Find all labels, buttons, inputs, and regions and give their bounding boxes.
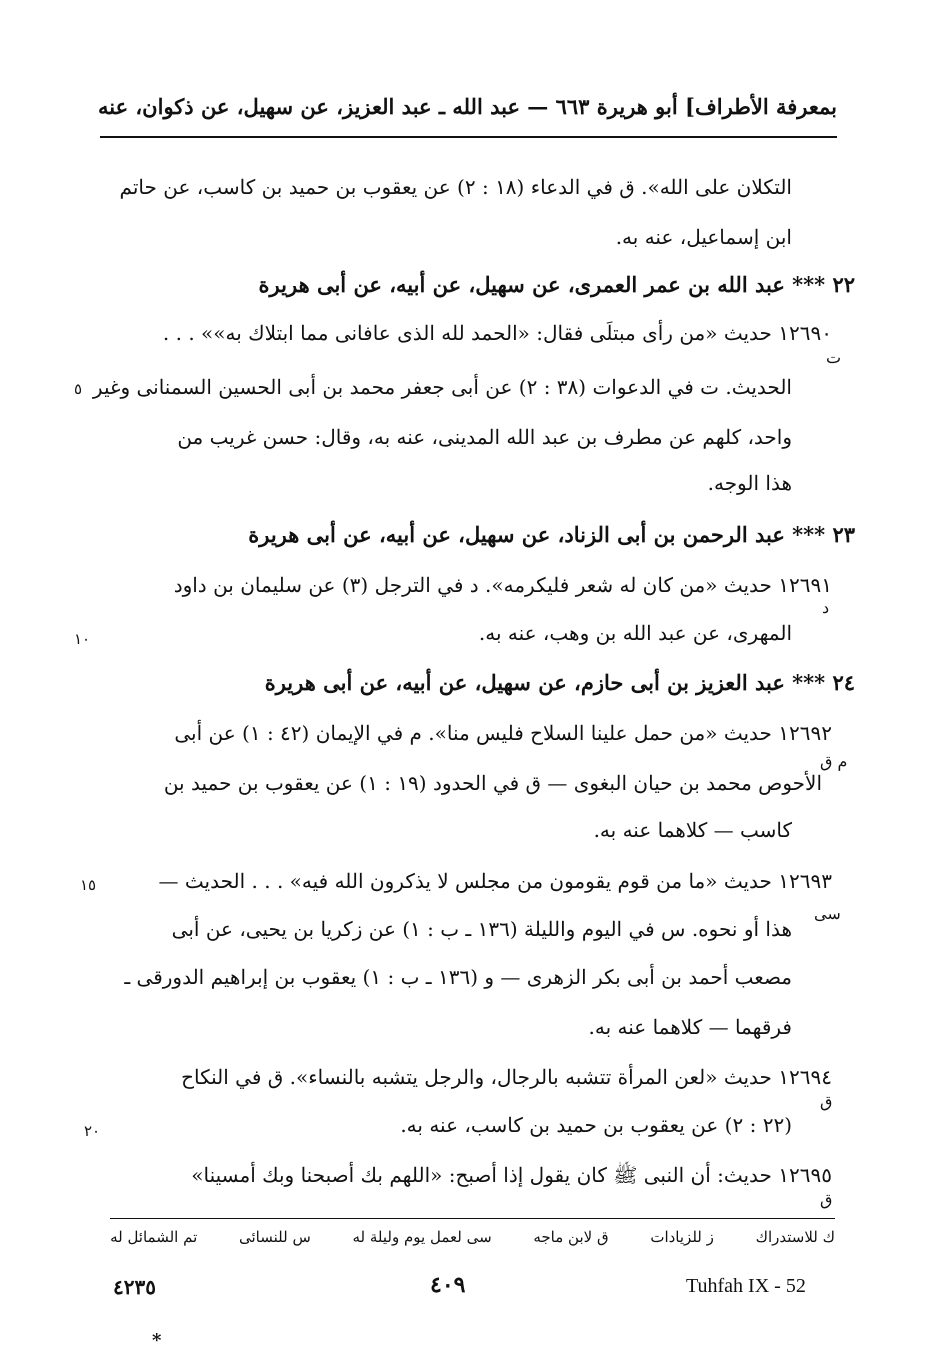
text-line: هذا الوجه. xyxy=(707,471,792,495)
text-line: هذا أو نحوه. س في اليوم والليلة (١٣٦ ـ ب : ١) عن زكريا بن يحيى، عن أبى xyxy=(171,917,792,941)
text-line: (٢٢ : ٢) عن يعقوب بن حميد بن كاسب، عنه به. xyxy=(400,1113,792,1137)
hadith-12691: ١٢٦٩١ حديث «من كان له شعر فليكرمه». د في الترجل (٣) عن سليمان بن داود xyxy=(173,573,832,597)
running-header: بمعرفة الأطراف] أبو هريرة ٦٦٣ — عبد الله ـ عبد العزيز، عن سهيل، عن ذكوان، عنه xyxy=(97,94,837,119)
text-line: التكلان على الله». ق في الدعاء (١٨ : ٢) عن يعقوب بن حميد بن كاسب، عن حاتم xyxy=(119,175,792,199)
header-rule xyxy=(100,136,837,138)
text-line: واحد، كلهم عن مطرف بن عبد الله المدينى، عنه به، وقال: حسن غريب من xyxy=(177,425,792,449)
section-heading-22: ٢٢ *** عبد الله بن عمر العمرى، عن سهيل، عن أبيه، عن أبى هريرة xyxy=(258,272,855,297)
text-line: الأحوص محمد بن حيان البغوى — ق في الحدود (١٩ : ١) عن يعقوب بن حميد بن xyxy=(163,771,822,795)
text-line: المهرى، عن عبد الله بن وهب، عنه به. xyxy=(478,621,792,645)
abbreviation-key xyxy=(110,1228,835,1246)
abbreviation-item: ك للاستدراك xyxy=(755,1228,835,1246)
text-line: مصعب أحمد بن أبى بكر الزهرى — و (١٣٦ ـ ب : ١) يعقوب بن إبراهيم الدورقى ـ xyxy=(124,965,792,989)
volume-signature: Tuhfah IX - 52 xyxy=(686,1275,806,1297)
text-line: كاسب — كلاهما عنه به. xyxy=(593,818,792,842)
siglum: سى xyxy=(814,904,841,923)
margin-line-number: ٥ xyxy=(74,380,83,398)
abbreviation-item: ز للزيادات xyxy=(650,1228,714,1246)
margin-line-number: ١٠ xyxy=(74,630,91,648)
hadith-12693: ١٢٦٩٣ حديث «ما من قوم يقومون من مجلس لا يذكرون الله فيه» . . . الحديث — xyxy=(158,869,832,893)
hadith-12694: ١٢٦٩٤ حديث «لعن المرأة تتشبه بالرجال، والرجل يتشبه بالنساء». ق في النكاح xyxy=(181,1065,832,1089)
siglum: م ق xyxy=(820,752,848,771)
text-line: ابن إسماعيل، عنه به. xyxy=(615,225,792,249)
cumulative-page-number: ٤٢٣٥ xyxy=(113,1275,156,1299)
text-line: فرقهما — كلاهما عنه به. xyxy=(588,1015,792,1039)
section-heading-24: ٢٤ *** عبد العزيز بن أبى حازم، عن سهيل، عن أبيه، عن أبى هريرة xyxy=(264,670,855,695)
abbreviation-item: ق لابن ماجه xyxy=(533,1228,609,1246)
abbreviation-item: س للنسائى xyxy=(238,1228,311,1246)
margin-line-number: ٢٠ xyxy=(84,1122,101,1140)
hadith-12695: ١٢٦٩٥ حديث: أن النبى ﷺ كان يقول إذا أصبح: «اللهم بك أصبحنا وبك أمسينا» xyxy=(191,1163,832,1187)
siglum: ق xyxy=(820,1092,833,1111)
asterisk-mark: * xyxy=(152,1330,162,1351)
page-number: ٤٠٩ xyxy=(430,1272,466,1298)
siglum: ق xyxy=(820,1190,833,1209)
hadith-12690: ١٢٦٩٠ حديث «من رأى مبتلَى فقال: «الحمد لله الذى عافانى مما ابتلاك به»» . . . xyxy=(162,321,832,345)
siglum: ت xyxy=(826,348,842,367)
margin-line-number: ١٥ xyxy=(80,876,97,894)
text-line: الحديث. ت في الدعوات (٣٨ : ٢) عن أبى جعفر محمد بن أبى الحسين السمنانى وغير xyxy=(92,375,792,399)
abbreviation-item: تم الشمائل له xyxy=(110,1228,198,1246)
abbreviation-item: سى لعمل يوم وليلة له xyxy=(352,1228,492,1246)
footnote-rule xyxy=(110,1218,835,1219)
hadith-12692: ١٢٦٩٢ حديث «من حمل علينا السلاح فليس منا». م في الإيمان (٤٢ : ١) عن أبى xyxy=(174,721,832,745)
siglum: د xyxy=(822,598,830,617)
page-header xyxy=(97,92,837,132)
section-heading-23: ٢٣ *** عبد الرحمن بن أبى الزناد، عن سهيل، عن أبيه، عن أبى هريرة xyxy=(248,522,855,547)
